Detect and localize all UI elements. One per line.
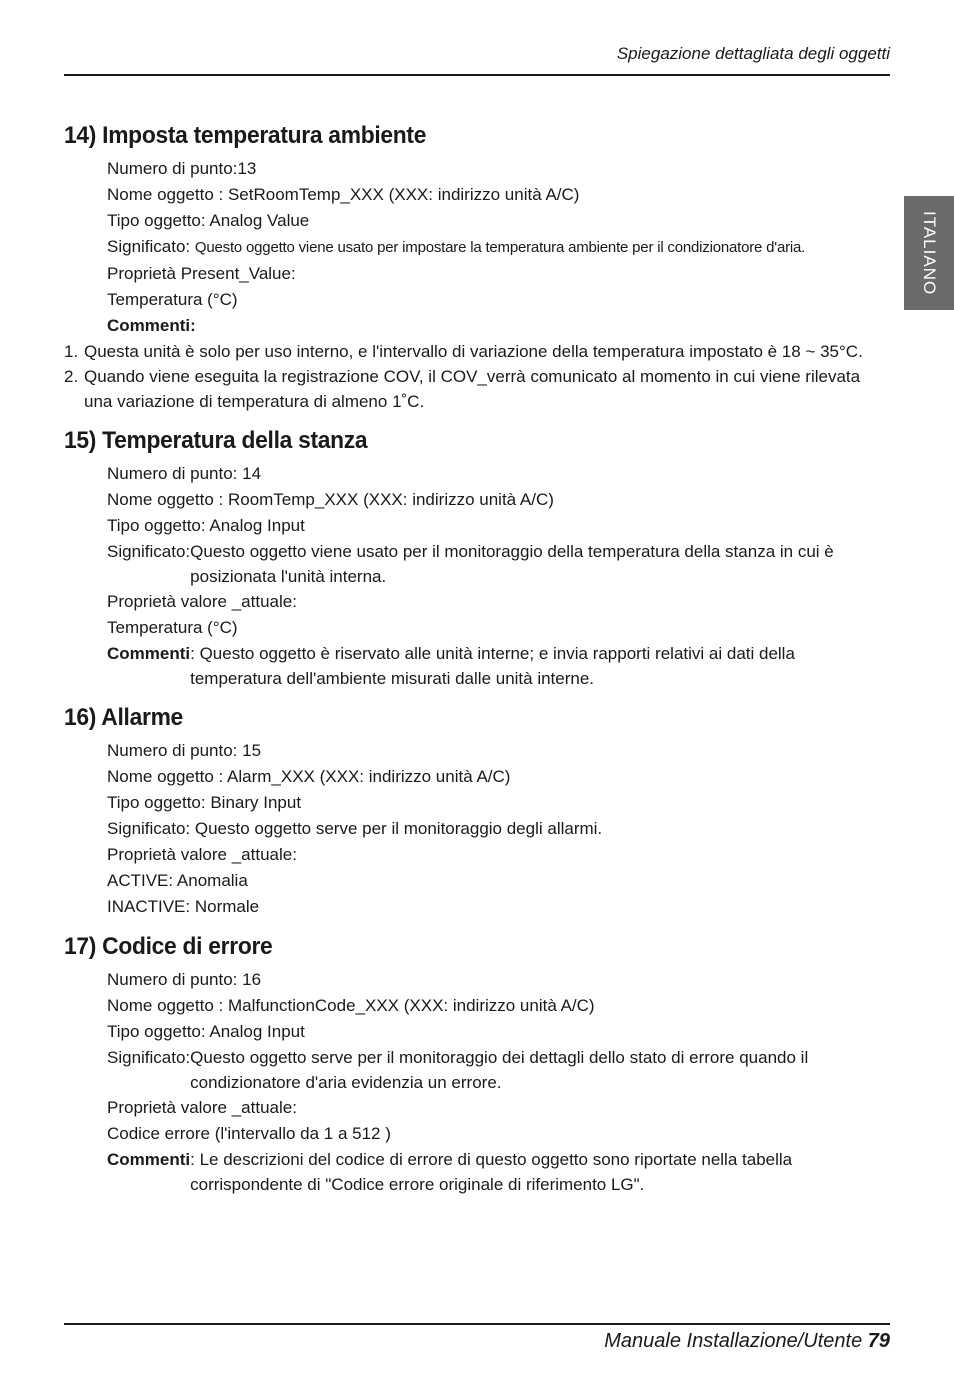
comments	[107, 641, 890, 691]
property-value: Temperatura (°C)	[107, 618, 238, 637]
comment-item	[64, 339, 890, 364]
language-label: ITALIANO	[920, 210, 939, 296]
section-16	[64, 704, 890, 920]
property-value: Temperatura (°C)	[107, 290, 238, 309]
meaning-text: Questo oggetto viene usato per il monitoraggio della temperatura della stanza in cui è posizionata l'unità interna.	[190, 542, 834, 586]
section-15	[64, 427, 890, 691]
inactive-state: INACTIVE: Normale	[107, 897, 260, 916]
section-body	[107, 738, 890, 920]
meaning	[107, 539, 890, 589]
comments	[107, 1147, 890, 1197]
section-title: 15) Temperatura della stanza	[64, 427, 368, 454]
section-title: 14) Imposta temperatura ambiente	[64, 122, 427, 149]
comment-text: Quando viene eseguita la registrazione COV, il COV_verrà comunicato al momento in cui viene rilevata una variazione di temperatura di almeno 1˚C.	[84, 367, 861, 411]
comments-label: Commenti:	[107, 316, 196, 335]
object-type: Tipo oggetto: Analog Input	[107, 1022, 305, 1041]
meaning: Significato: Questo oggetto serve per il monitoraggio degli allarmi.	[107, 819, 603, 838]
section-body	[107, 461, 890, 691]
property: Proprietà valore _attuale:	[107, 845, 297, 864]
property: Proprietà valore _attuale:	[107, 1098, 297, 1117]
meaning-label: Significato:	[107, 237, 195, 256]
meaning-text: Questo oggetto viene usato per impostare la temperatura ambiente per il condizionatore d'aria.	[194, 239, 806, 256]
section-title: 16) Allarme	[64, 704, 183, 731]
point-number: Numero di punto: 14	[107, 464, 262, 483]
meaning	[107, 1045, 890, 1095]
object-type: Tipo oggetto: Analog Input	[107, 516, 305, 535]
meaning-label: Significato:	[107, 1048, 191, 1067]
footer-rule	[64, 1323, 890, 1325]
page-number: 79	[867, 1330, 890, 1352]
section-body	[107, 967, 890, 1197]
active-state: ACTIVE: Anomalia	[107, 871, 248, 890]
meaning	[107, 234, 890, 261]
meaning-text: Questo oggetto serve per il monitoraggio dei dettagli dello stato di errore quando il condizionatore d'aria evidenzia un errore.	[190, 1048, 809, 1092]
object-name: Nome oggetto : RoomTemp_XXX (XXX: indirizzo unità A/C)	[107, 490, 554, 509]
running-header: Spiegazione dettagliata degli oggetti	[616, 44, 890, 63]
object-name: Nome oggetto : MalfunctionCode_XXX (XXX: indirizzo unità A/C)	[107, 996, 595, 1015]
point-number: Numero di punto: 15	[107, 741, 262, 760]
object-type: Tipo oggetto: Analog Value	[107, 211, 310, 230]
section-17	[64, 933, 890, 1197]
comment-number: 2.	[64, 367, 79, 386]
object-type: Tipo oggetto: Binary Input	[107, 793, 302, 812]
property: Proprietà valore _attuale:	[107, 592, 297, 611]
comments-label: Commenti	[107, 1150, 191, 1169]
object-name: Nome oggetto : SetRoomTemp_XXX (XXX: indirizzo unità A/C)	[107, 185, 580, 204]
property: Proprietà Present_Value:	[107, 264, 296, 283]
language-side-tab	[904, 196, 954, 310]
comment-item	[64, 364, 890, 414]
comments-label: Commenti	[107, 644, 191, 663]
section-title: 17) Codice di errore	[64, 933, 273, 960]
comments-text: : Questo oggetto è riservato alle unità interne; e invia rapporti relativi ai dati della temperatura dell'ambiente misurati dalle unità interne.	[190, 644, 795, 688]
property-value: Codice errore (l'intervallo da 1 a 512 )	[107, 1124, 391, 1143]
page-content	[64, 122, 890, 1210]
comment-number: 1.	[64, 342, 79, 361]
header-rule	[64, 74, 890, 76]
object-name: Nome oggetto : Alarm_XXX (XXX: indirizzo unità A/C)	[107, 767, 511, 786]
meaning-label: Significato:	[107, 542, 191, 561]
comments-list	[64, 339, 890, 414]
manual-title: Manuale Installazione/Utente	[604, 1330, 868, 1352]
comments-text: : Le descrizioni del codice di errore di questo oggetto sono riportate nella tabella corrispondente di "Codice errore originale di riferimento LG".	[190, 1150, 793, 1194]
section-14	[64, 122, 890, 414]
point-number: Numero di punto: 16	[107, 970, 262, 989]
comment-text: Questa unità è solo per uso interno, e l'intervallo di variazione della temperatura impostato è 18 ~ 35°C.	[84, 342, 863, 361]
footer	[604, 1330, 890, 1353]
point-number: Numero di punto:13	[107, 159, 257, 178]
section-body	[107, 156, 890, 339]
